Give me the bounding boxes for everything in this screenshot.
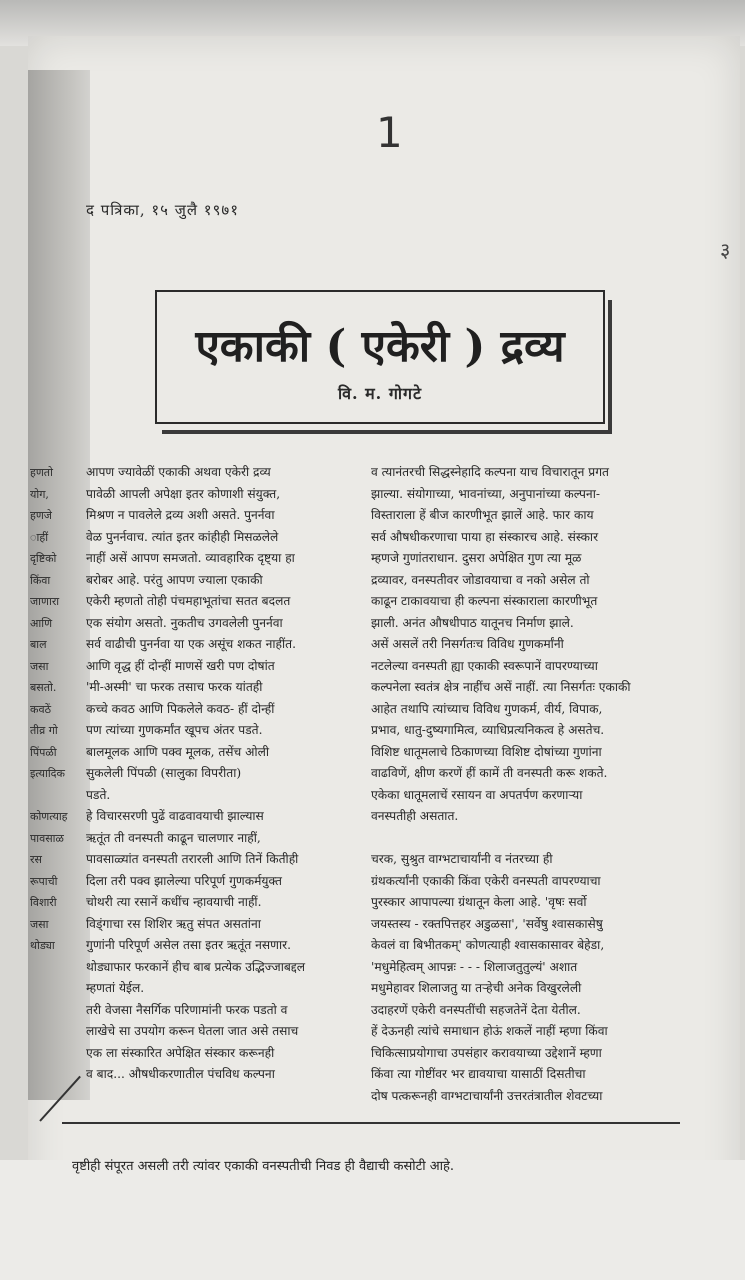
text-line: झाली. अनंत औषधीपाठ यातूनच निर्माण झाले. — [371, 615, 574, 630]
article-column-right — [371, 462, 711, 1107]
title-box — [155, 290, 605, 424]
text-line: केवलं वा बिभीतकम्' कोणत्याही श्वासकासावर बेहेडा, — [371, 938, 605, 952]
text-line: आणि वृद्ध हीं दोन्हीं माणसें खरी पण दोषांत — [86, 658, 275, 673]
text-line: व बाद... औषधीकरणातील पंचविध कल्पना — [86, 1067, 275, 1081]
text-line: मधुमेहावर शिलाजतु या तऱ्हेची अनेक विखुरलेली — [371, 981, 582, 995]
text-line: आपण ज्यावेळीं एकाकी अथवा एकेरी द्रव्य — [86, 465, 271, 479]
margin-fragment: रूपाची — [30, 874, 58, 888]
text-line: बरोबर आहे. परंतु आपण ज्याला एकाकी — [86, 572, 263, 587]
text-line: दिला तरी पक्व झालेल्या परिपूर्ण गुणकर्मयुक्त — [86, 873, 282, 888]
margin-fragment: ाहीं — [30, 530, 49, 544]
article-closing-line: वृष्टीही संपूरत असली तरी त्यांवर एकाकी वनस्पतीची निवड ही वैद्याची कसोटी आहे. — [72, 1159, 455, 1174]
text-line: वनस्पतीही असतात. — [371, 809, 459, 823]
page-lower-area — [0, 1160, 745, 1280]
article-title: एकाकी ( एकेरी ) द्रव्य — [195, 321, 565, 372]
text-line: चिकित्साप्रयोगाचा उपसंहार करावयाच्या उद्देशानें म्हणा — [371, 1045, 602, 1060]
text-line: पण त्यांच्या गुणकर्मांत खूपच अंतर पडते. — [86, 723, 263, 737]
text-line: विशिष्ट धातूमलाचे ठिकाणच्या विशिष्ट दोषांच्या गुणांना — [371, 744, 602, 759]
text-line: झाल्या. संयोगाच्या, भावनांच्या, अनुपानांच्या कल्पना- — [371, 486, 600, 501]
margin-fragment: पिंपळी — [30, 745, 57, 759]
text-line: असें असलें तरी निसर्गतःच विविध गुणकर्मांनी — [371, 637, 564, 651]
text-line: नाहीं असें आपण समजतो. व्यावहारिक दृष्ट्या हा — [86, 551, 295, 565]
text-line: पडते. — [86, 787, 111, 802]
margin-fragment: आणि — [30, 616, 53, 630]
handwritten-page-number: 1 — [376, 108, 403, 157]
text-line: एकेरी म्हणतो तोही पंचमहाभूतांचा सतत बदलत — [86, 594, 291, 608]
text-line: बालमूलक आणि पक्व मूलक, तसेंच ओली — [86, 744, 270, 759]
margin-fragment: जाणारा — [30, 595, 60, 608]
text-line: वाढविणें, क्षीण करणें हीं कामें ती वनस्पती करू शकते. — [371, 766, 608, 780]
text-line: प्रभाव, धातु-दुष्यगामित्व, व्याधिप्रत्यनिकत्व हे असतेच. — [371, 723, 605, 737]
text-line: सुकलेली पिंपळी (सालुका विपरीता) — [86, 766, 242, 780]
text-line: चरक, सुश्रुत वाग्भटाचार्यांनी व नंतरच्या ही — [371, 852, 553, 866]
text-line: एक संयोग असतो. नुकतीच उगवलेली पुनर्नवा — [86, 615, 283, 630]
left-margin-fragments — [30, 462, 90, 957]
bottom-rule — [62, 1122, 680, 1124]
text-line: ग्रंथकर्त्यांनी एकाकी किंवा एकेरी वनस्पती वापरण्याचा — [371, 873, 601, 888]
text-line: 'मधुमेहित्वम् आपन्नः - - - शिलाजतुतुल्यं' अशात — [371, 959, 578, 974]
text-line: सर्व औषधीकरणाचा पाया हा संस्कारच आहे. संस्कार — [371, 529, 599, 544]
text-line: पावेळी आपली अपेक्षा इतर कोणाशी संयुक्त, — [86, 486, 281, 501]
margin-mark: ३ — [720, 238, 731, 262]
text-line: नटलेल्या वनस्पती ह्या एकाकी स्वरूपानें वापरण्याच्या — [371, 658, 598, 673]
margin-fragment: बसतो. — [30, 681, 57, 694]
text-line: थोड्याफार फरकानें हीच बाब प्रत्येक उद्भिज्जाबद्दल — [86, 959, 306, 974]
margin-fragment: हणतो — [30, 466, 53, 479]
margin-fragment: किंवा — [30, 573, 51, 587]
text-line: तरी वेजसा नैसर्गिक परिणामांनी फरक पडतो व — [86, 1002, 288, 1017]
article-column-left — [86, 462, 348, 1086]
margin-fragment: दृष्टिको — [30, 552, 57, 565]
text-line: वेळ पुनर्नवाच. त्यांत इतर कांहीही मिसळलेले — [86, 529, 279, 544]
margin-fragment: जसा — [30, 917, 49, 931]
margin-fragment — [30, 785, 90, 807]
margin-fragment: तीव्र गो — [30, 724, 58, 737]
source-citation: द पत्रिका, १५ जुलै १९७१ — [86, 201, 239, 219]
text-line: म्हणजे गुणांतराधान. दुसरा अपेक्षित गुण त्या मूळ — [371, 551, 582, 565]
text-line: काढून टाकावयाचा ही कल्पना संस्काराला कारणीभूत — [371, 594, 598, 608]
text-line — [371, 828, 711, 850]
text-line: आहेत तथापि त्यांच्याच विविध गुणकर्म, वीर्य, विपाक, — [371, 701, 603, 716]
text-line: द्रव्यावर, वनस्पतीवर जोडावयाचा व नको असेल तो — [371, 572, 590, 587]
text-line: 'मी-अस्मी' चा फरक तसाच फरक यांतही — [86, 680, 263, 694]
text-line: जयस्तस्य - रक्तपित्तहर अडुळसा', 'सर्वेषु श्वासकासेषु — [371, 916, 603, 931]
margin-fragment: कवठें — [30, 702, 51, 716]
margin-fragment: थोड्या — [30, 939, 55, 952]
margin-fragment: रस — [30, 853, 42, 866]
text-line: विस्ताराला हें बीज कारणीभूत झालें आहे. फार काय — [371, 508, 594, 522]
margin-fragment: कोणत्याह — [30, 810, 68, 823]
margin-fragment: जसा — [30, 659, 49, 673]
article-author: वि. म. गोगटे — [337, 384, 423, 403]
text-line: मिश्रण न पावलेले द्रव्य अशी असते. पुनर्नवा — [86, 508, 275, 522]
text-line: कच्चे कवठ आणि पिकलेले कवठ- हीं दोन्हीं — [86, 701, 275, 716]
text-line: एकेका धातूमलाचें रसायन वा अपतर्पण करणाऱ्या — [371, 787, 583, 802]
margin-fragment: पावसाळ — [30, 831, 64, 845]
text-line: एक ला संस्कारित अपेक्षित संस्कार करूनही — [86, 1045, 275, 1060]
text-line: पावसाळ्यांत वनस्पती तरारली आणि तिनें कितीही — [86, 852, 299, 866]
text-line: चोथरी त्या रसानें कधींच न्हावयाची नाहीं. — [86, 895, 262, 909]
text-line: लाखेचे सा उपयोग करून घेतला जात असे तसाच — [86, 1024, 299, 1038]
margin-fragment: बाल — [30, 638, 47, 651]
text-line: कल्पनेला स्वतंत्र क्षेत्र नाहींच असें नाहीं. त्या निसर्गतः एकाकी — [371, 680, 631, 694]
text-line: व त्यानंतरची सिद्धस्नेहादि कल्पना याच विचारातून प्रगत — [371, 465, 609, 479]
text-line: हे विचारसरणी पुढें वाढवावयाची झाल्यास — [86, 809, 264, 823]
text-line: पुरस्कार आपापल्या ग्रंथातून केला आहे. 'वृषः सर्वो — [371, 895, 587, 909]
text-line: किंवा त्या गोष्टींवर भर द्यावयाचा यासाठीं दिसतीचा — [371, 1067, 586, 1081]
text-line: ऋतूंत ती वनस्पती काढून चालणार नाहीं, — [86, 830, 261, 845]
margin-fragment: विशारी — [30, 896, 57, 909]
text-line: उदाहरणें एकेरी वनस्पतींची सहजतेनें देता येतील. — [371, 1002, 581, 1017]
text-line: दोष पत्करूनही वाग्भटाचार्यांनी उत्तरतंत्रातील शेवटच्या — [371, 1088, 603, 1103]
margin-fragment: इत्यादिक — [30, 767, 65, 780]
margin-fragment: योग, — [30, 487, 49, 501]
text-line: विड्ंगाचा रस शिशिर ऋतु संपत असतांना — [86, 916, 261, 931]
text-line: म्हणतां येईल. — [86, 981, 145, 995]
text-line: हें देऊनही त्यांचे समाधान होऊं शकलें नाहीं म्हणा किंवा — [371, 1024, 608, 1038]
margin-fragment: हणजे — [30, 509, 52, 522]
text-line: गुणांनी परिपूर्ण असेल तसा इतर ऋतूंत नसणार. — [86, 938, 291, 952]
text-line: सर्व वाढीची पुनर्नवा या एक असूंच शकत नाहींत. — [86, 637, 296, 651]
